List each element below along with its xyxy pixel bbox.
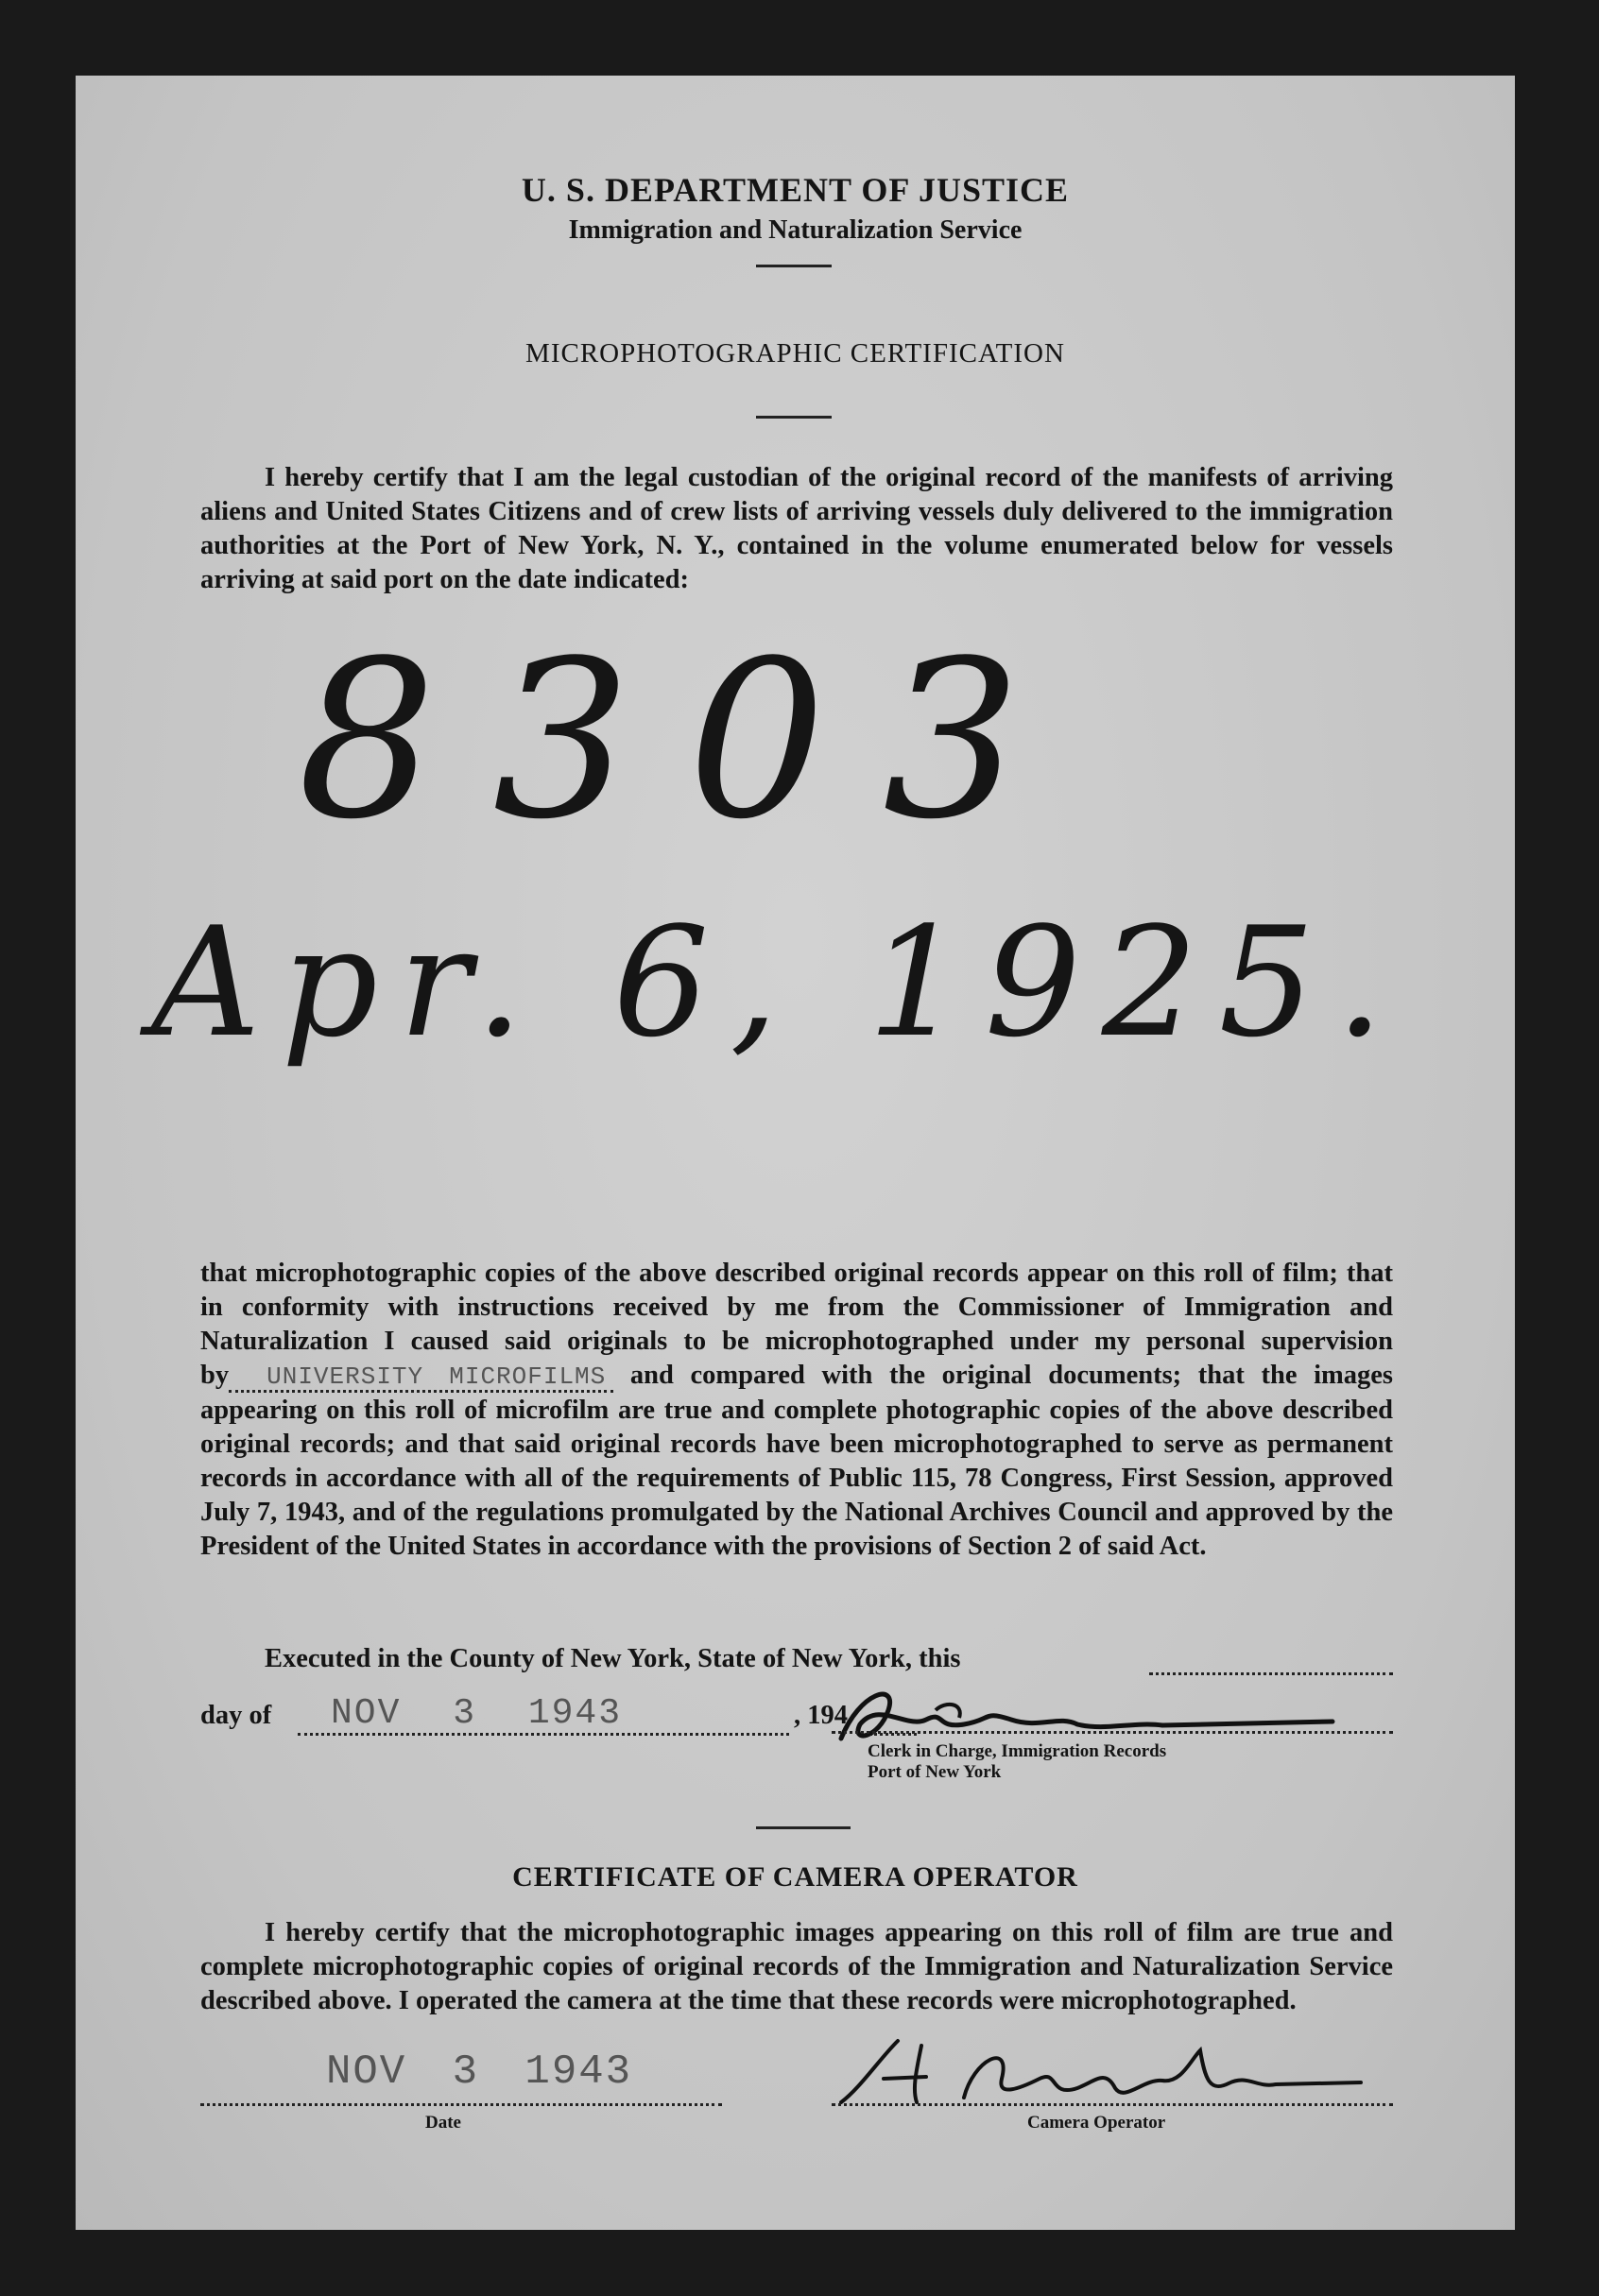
camera-date-stamp: NOV 3 1943 bbox=[326, 2048, 633, 2096]
handwritten-volume-number: 8303 bbox=[298, 615, 1078, 867]
date-dotted-line bbox=[200, 2103, 722, 2106]
camera-operator-title: CERTIFICATE OF CAMERA OPERATOR bbox=[512, 1861, 1078, 1893]
certificate-page bbox=[76, 76, 1515, 2230]
date-label: Date bbox=[425, 2113, 461, 2133]
camera-operator-label: Camera Operator bbox=[1027, 2113, 1166, 2133]
day-of-label: day of bbox=[200, 1701, 272, 1730]
certification-body-part1: that microphotographic copies of the above described original records appear on this roll of film; that in conformity with instructions received by me from the Commissioner of Immigration and Naturalization I caused said originals to be microphotographed under my personal supervision by bbox=[200, 1259, 1393, 1390]
clerk-title: Clerk in Charge, Immigration Records bbox=[868, 1741, 1167, 1761]
executed-date-stamp: NOV 3 1943 bbox=[331, 1693, 623, 1734]
supervisor-stamp: UNIVERSITY MICROFILMS bbox=[266, 1362, 607, 1391]
divider-rule bbox=[756, 416, 832, 419]
clerk-port: Port of New York bbox=[868, 1762, 1002, 1782]
supervisor-field bbox=[229, 1361, 613, 1393]
clerk-signature-line bbox=[832, 1731, 1393, 1734]
certification-intro: I hereby certify that I am the legal custodian of the original record of the manifests of arriving aliens and United States Citizens and of crew lists of arriving vessels duly delivered to the immigration authorities at the Port of New York, N. Y., contained in the volume enumerated below for vessels arriving at said port on the date indicated: bbox=[200, 463, 1393, 594]
day-of-line bbox=[200, 1701, 271, 1731]
certificate-title: MICROPHOTOGRAPHIC CERTIFICATION bbox=[525, 338, 1065, 368]
executed-line bbox=[265, 1644, 960, 1674]
certification-body-part2: and compared with the original documents; that the images appearing on this roll of microfilm are true and complete photographic copies of the above described original records; and that said original records have been microphotographed to serve as permanent records in accordance with all of the requirements of Public 115, 78 Congress, First Session, approved July 7, 1943, and of the regulations promulgated by the National Archives Council and approved by the President of the United States in accordance with the provisions of Section 2 of said Act. bbox=[200, 1361, 1394, 1561]
certification-body bbox=[200, 1257, 1393, 1564]
operator-signature bbox=[832, 2022, 1418, 2116]
divider-rule bbox=[756, 265, 832, 267]
executed-text: Executed in the County of New York, State of New York, this bbox=[265, 1644, 961, 1673]
service-subheading: Immigration and Naturalization Service bbox=[568, 215, 1023, 245]
department-heading: U. S. DEPARTMENT OF JUSTICE bbox=[521, 171, 1070, 209]
handwritten-volume-date: Apr. 6, 1925. bbox=[151, 894, 1405, 1071]
year-prefix: , 194 bbox=[794, 1701, 848, 1730]
divider-rule bbox=[756, 1826, 851, 1829]
operator-signature-line bbox=[832, 2103, 1393, 2106]
camera-operator-text: I hereby certify that the microphotographic images appearing on this roll of film are true and complete microphotographic copies of original records of the Immigration and Naturalization Service described above. I operated the camera at the time that these records were microphotographed. bbox=[200, 1918, 1393, 2015]
